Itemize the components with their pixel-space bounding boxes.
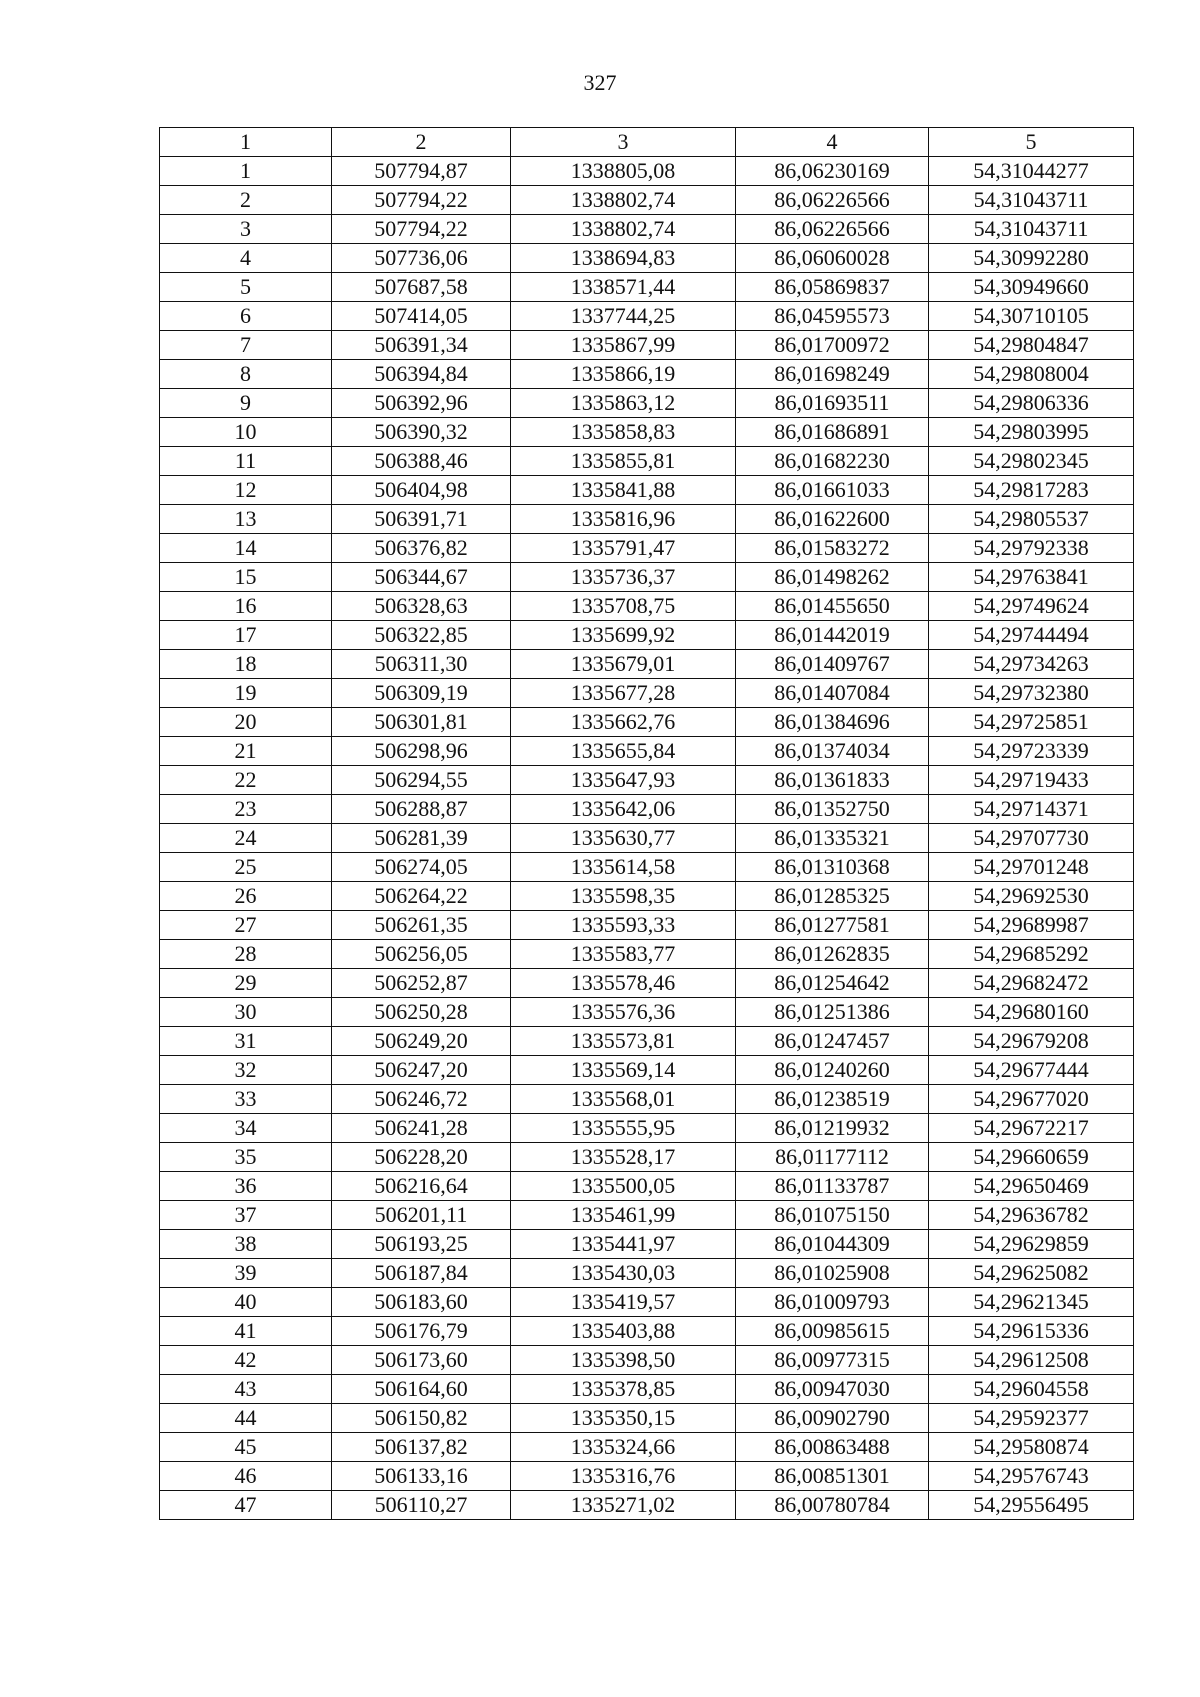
table-cell-col-5: 54,29719433 — [929, 766, 1134, 795]
table-cell-col-4: 86,01698249 — [736, 360, 929, 389]
table-cell-col-2: 506288,87 — [332, 795, 511, 824]
table-cell-col-1: 18 — [160, 650, 332, 679]
header-cell-col-1: 1 — [160, 128, 332, 157]
table-cell-col-2: 506110,27 — [332, 1491, 511, 1520]
header-cell-col-2: 2 — [332, 128, 511, 157]
table-cell-col-2: 506176,79 — [332, 1317, 511, 1346]
table-row — [160, 650, 1134, 679]
table-cell-col-3: 1335271,02 — [511, 1491, 736, 1520]
table-cell-col-2: 506311,30 — [332, 650, 511, 679]
table-row — [160, 766, 1134, 795]
table-row — [160, 1317, 1134, 1346]
table-cell-col-1: 20 — [160, 708, 332, 737]
table-cell-col-4: 86,01661033 — [736, 476, 929, 505]
table-cell-col-5: 54,29804847 — [929, 331, 1134, 360]
table-cell-col-1: 16 — [160, 592, 332, 621]
table-cell-col-1: 46 — [160, 1462, 332, 1491]
table-cell-col-2: 506344,67 — [332, 563, 511, 592]
table-cell-col-2: 506256,05 — [332, 940, 511, 969]
table-cell-col-3: 1335378,85 — [511, 1375, 736, 1404]
table-cell-col-2: 507794,87 — [332, 157, 511, 186]
table-cell-col-2: 506193,25 — [332, 1230, 511, 1259]
table-cell-col-4: 86,06060028 — [736, 244, 929, 273]
table-cell-col-1: 37 — [160, 1201, 332, 1230]
table-cell-col-2: 506390,32 — [332, 418, 511, 447]
table-cell-col-2: 506301,81 — [332, 708, 511, 737]
table-row — [160, 563, 1134, 592]
table-cell-col-1: 1 — [160, 157, 332, 186]
table-cell-col-4: 86,01682230 — [736, 447, 929, 476]
table-cell-col-1: 26 — [160, 882, 332, 911]
table-cell-col-4: 86,01177112 — [736, 1143, 929, 1172]
table-cell-col-2: 506247,20 — [332, 1056, 511, 1085]
table-cell-col-2: 506250,28 — [332, 998, 511, 1027]
table-cell-col-4: 86,05869837 — [736, 273, 929, 302]
table-cell-col-3: 1335573,81 — [511, 1027, 736, 1056]
table-cell-col-1: 17 — [160, 621, 332, 650]
table-cell-col-4: 86,00851301 — [736, 1462, 929, 1491]
table-cell-col-5: 54,29734263 — [929, 650, 1134, 679]
table-row — [160, 911, 1134, 940]
table-cell-col-3: 1335316,76 — [511, 1462, 736, 1491]
table-cell-col-1: 33 — [160, 1085, 332, 1114]
table-cell-col-5: 54,30992280 — [929, 244, 1134, 273]
table-cell-col-4: 86,01009793 — [736, 1288, 929, 1317]
table-cell-col-2: 507736,06 — [332, 244, 511, 273]
table-cell-col-3: 1335791,47 — [511, 534, 736, 563]
table-cell-col-3: 1335863,12 — [511, 389, 736, 418]
table-cell-col-5: 54,29808004 — [929, 360, 1134, 389]
table-cell-col-1: 8 — [160, 360, 332, 389]
table-cell-col-2: 506216,64 — [332, 1172, 511, 1201]
table-cell-col-2: 507794,22 — [332, 186, 511, 215]
table-row — [160, 969, 1134, 998]
table-row — [160, 1172, 1134, 1201]
table-cell-col-3: 1335403,88 — [511, 1317, 736, 1346]
coordinates-table — [159, 127, 1134, 1520]
table-cell-col-4: 86,01700972 — [736, 331, 929, 360]
table-cell-col-4: 86,01686891 — [736, 418, 929, 447]
table-cell-col-3: 1335614,58 — [511, 853, 736, 882]
table-row — [160, 708, 1134, 737]
table-cell-col-4: 86,01238519 — [736, 1085, 929, 1114]
table-cell-col-4: 86,01622600 — [736, 505, 929, 534]
table-cell-col-5: 54,29707730 — [929, 824, 1134, 853]
table-cell-col-3: 1335593,33 — [511, 911, 736, 940]
table-row — [160, 505, 1134, 534]
table-row — [160, 1375, 1134, 1404]
table-cell-col-2: 506201,11 — [332, 1201, 511, 1230]
table-row — [160, 824, 1134, 853]
table-cell-col-3: 1335398,50 — [511, 1346, 736, 1375]
table-row — [160, 534, 1134, 563]
table-cell-col-2: 506241,28 — [332, 1114, 511, 1143]
table-row — [160, 360, 1134, 389]
table-row — [160, 1259, 1134, 1288]
table-row — [160, 331, 1134, 360]
table-cell-col-4: 86,01361833 — [736, 766, 929, 795]
table-row — [160, 476, 1134, 505]
table-cell-col-5: 54,29680160 — [929, 998, 1134, 1027]
table-cell-col-1: 40 — [160, 1288, 332, 1317]
table-row — [160, 215, 1134, 244]
table-row — [160, 737, 1134, 766]
table-cell-col-5: 54,30949660 — [929, 273, 1134, 302]
table-cell-col-1: 47 — [160, 1491, 332, 1520]
table-cell-col-3: 1337744,25 — [511, 302, 736, 331]
table-cell-col-3: 1335662,76 — [511, 708, 736, 737]
table-cell-col-1: 27 — [160, 911, 332, 940]
table-cell-col-4: 86,00977315 — [736, 1346, 929, 1375]
table-cell-col-5: 54,29615336 — [929, 1317, 1134, 1346]
table-cell-col-5: 54,29802345 — [929, 447, 1134, 476]
table-row — [160, 679, 1134, 708]
table-cell-col-2: 506150,82 — [332, 1404, 511, 1433]
table-cell-col-5: 54,29763841 — [929, 563, 1134, 592]
table-cell-col-1: 7 — [160, 331, 332, 360]
table-body — [160, 157, 1134, 1520]
table-row — [160, 940, 1134, 969]
table-cell-col-2: 507687,58 — [332, 273, 511, 302]
table-cell-col-5: 54,29692530 — [929, 882, 1134, 911]
table-cell-col-5: 54,29592377 — [929, 1404, 1134, 1433]
table-row — [160, 1230, 1134, 1259]
table-row — [160, 592, 1134, 621]
table-cell-col-4: 86,06226566 — [736, 186, 929, 215]
table-cell-col-1: 5 — [160, 273, 332, 302]
table-cell-col-4: 86,01455650 — [736, 592, 929, 621]
table-cell-col-2: 506133,16 — [332, 1462, 511, 1491]
table-row — [160, 795, 1134, 824]
table-cell-col-1: 21 — [160, 737, 332, 766]
table-row — [160, 1027, 1134, 1056]
table-cell-col-2: 506394,84 — [332, 360, 511, 389]
table-cell-col-5: 54,29629859 — [929, 1230, 1134, 1259]
table-row — [160, 1114, 1134, 1143]
table-cell-col-3: 1335699,92 — [511, 621, 736, 650]
table-cell-col-5: 54,30710105 — [929, 302, 1134, 331]
table-cell-col-2: 506376,82 — [332, 534, 511, 563]
table-cell-col-3: 1335350,15 — [511, 1404, 736, 1433]
table-cell-col-5: 54,29685292 — [929, 940, 1134, 969]
table-cell-col-3: 1335430,03 — [511, 1259, 736, 1288]
table-cell-col-5: 54,29749624 — [929, 592, 1134, 621]
table-cell-col-1: 43 — [160, 1375, 332, 1404]
table-cell-col-5: 54,29612508 — [929, 1346, 1134, 1375]
table-cell-col-1: 35 — [160, 1143, 332, 1172]
table-row — [160, 853, 1134, 882]
table-cell-col-2: 506246,72 — [332, 1085, 511, 1114]
table-cell-col-2: 506391,71 — [332, 505, 511, 534]
table-cell-col-3: 1335858,83 — [511, 418, 736, 447]
table-cell-col-4: 86,04595573 — [736, 302, 929, 331]
table-cell-col-5: 54,29660659 — [929, 1143, 1134, 1172]
table-cell-col-4: 86,01285325 — [736, 882, 929, 911]
table-cell-col-1: 9 — [160, 389, 332, 418]
table-cell-col-1: 19 — [160, 679, 332, 708]
table-cell-col-3: 1335841,88 — [511, 476, 736, 505]
table-cell-col-1: 6 — [160, 302, 332, 331]
table-cell-col-5: 54,29723339 — [929, 737, 1134, 766]
table-cell-col-5: 54,29636782 — [929, 1201, 1134, 1230]
table-cell-col-1: 13 — [160, 505, 332, 534]
table-row — [160, 1085, 1134, 1114]
table-row — [160, 1056, 1134, 1085]
table-cell-col-3: 1335461,99 — [511, 1201, 736, 1230]
table-cell-col-3: 1335569,14 — [511, 1056, 736, 1085]
table-cell-col-4: 86,01240260 — [736, 1056, 929, 1085]
table-cell-col-2: 507794,22 — [332, 215, 511, 244]
table-cell-col-2: 506137,82 — [332, 1433, 511, 1462]
table-cell-col-4: 86,01407084 — [736, 679, 929, 708]
table-cell-col-1: 41 — [160, 1317, 332, 1346]
table-cell-col-2: 506388,46 — [332, 447, 511, 476]
table-cell-col-5: 54,29576743 — [929, 1462, 1134, 1491]
table-cell-col-3: 1338805,08 — [511, 157, 736, 186]
table-cell-col-1: 45 — [160, 1433, 332, 1462]
table-cell-col-3: 1335528,17 — [511, 1143, 736, 1172]
table-cell-col-1: 44 — [160, 1404, 332, 1433]
table-cell-col-2: 506391,34 — [332, 331, 511, 360]
table-cell-col-4: 86,01409767 — [736, 650, 929, 679]
table-cell-col-5: 54,29677444 — [929, 1056, 1134, 1085]
table-row — [160, 882, 1134, 911]
table-cell-col-1: 2 — [160, 186, 332, 215]
table-cell-col-4: 86,01251386 — [736, 998, 929, 1027]
table-cell-col-2: 506249,20 — [332, 1027, 511, 1056]
table-cell-col-3: 1335867,99 — [511, 331, 736, 360]
table-cell-col-5: 54,31044277 — [929, 157, 1134, 186]
table-header — [160, 128, 1134, 157]
table-cell-col-5: 54,29817283 — [929, 476, 1134, 505]
table-cell-col-4: 86,00863488 — [736, 1433, 929, 1462]
table-cell-col-1: 12 — [160, 476, 332, 505]
table-cell-col-4: 86,01352750 — [736, 795, 929, 824]
table-cell-col-1: 32 — [160, 1056, 332, 1085]
table-cell-col-1: 15 — [160, 563, 332, 592]
table-cell-col-1: 28 — [160, 940, 332, 969]
table-row — [160, 1491, 1134, 1520]
table-cell-col-4: 86,01693511 — [736, 389, 929, 418]
table-cell-col-1: 25 — [160, 853, 332, 882]
table-cell-col-2: 506261,35 — [332, 911, 511, 940]
table-cell-col-3: 1335866,19 — [511, 360, 736, 389]
table-cell-col-2: 506322,85 — [332, 621, 511, 650]
table-cell-col-5: 54,31043711 — [929, 186, 1134, 215]
table-row — [160, 1201, 1134, 1230]
table-cell-col-5: 54,29677020 — [929, 1085, 1134, 1114]
table-cell-col-4: 86,06230169 — [736, 157, 929, 186]
table-cell-col-3: 1335568,01 — [511, 1085, 736, 1114]
table-cell-col-2: 506183,60 — [332, 1288, 511, 1317]
table-cell-col-4: 86,01262835 — [736, 940, 929, 969]
table-cell-col-4: 86,01254642 — [736, 969, 929, 998]
table-cell-col-1: 4 — [160, 244, 332, 273]
table-cell-col-3: 1335736,37 — [511, 563, 736, 592]
table-cell-col-2: 506274,05 — [332, 853, 511, 882]
table-row — [160, 186, 1134, 215]
table-cell-col-4: 86,01025908 — [736, 1259, 929, 1288]
table-cell-col-4: 86,01277581 — [736, 911, 929, 940]
table-cell-col-3: 1335655,84 — [511, 737, 736, 766]
table-row — [160, 302, 1134, 331]
table-cell-col-3: 1335630,77 — [511, 824, 736, 853]
table-cell-col-4: 86,06226566 — [736, 215, 929, 244]
table-cell-col-5: 54,29805537 — [929, 505, 1134, 534]
table-cell-col-4: 86,01310368 — [736, 853, 929, 882]
table-cell-col-1: 23 — [160, 795, 332, 824]
header-cell-col-4: 4 — [736, 128, 929, 157]
table-cell-col-5: 54,29679208 — [929, 1027, 1134, 1056]
table-cell-col-2: 506404,98 — [332, 476, 511, 505]
table-cell-col-3: 1335578,46 — [511, 969, 736, 998]
table-cell-col-5: 54,29792338 — [929, 534, 1134, 563]
table-cell-col-1: 24 — [160, 824, 332, 853]
table-cell-col-3: 1338694,83 — [511, 244, 736, 273]
table-cell-col-4: 86,01133787 — [736, 1172, 929, 1201]
table-cell-col-5: 54,29621345 — [929, 1288, 1134, 1317]
table-cell-col-2: 506298,96 — [332, 737, 511, 766]
table-cell-col-4: 86,01247457 — [736, 1027, 929, 1056]
table-cell-col-5: 54,29625082 — [929, 1259, 1134, 1288]
table-cell-col-3: 1335419,57 — [511, 1288, 736, 1317]
header-cell-col-3: 3 — [511, 128, 736, 157]
table-cell-col-5: 54,29803995 — [929, 418, 1134, 447]
table-cell-col-5: 54,29806336 — [929, 389, 1134, 418]
table-cell-col-1: 42 — [160, 1346, 332, 1375]
table-row — [160, 1346, 1134, 1375]
table-cell-col-4: 86,01044309 — [736, 1230, 929, 1259]
table-cell-col-2: 506187,84 — [332, 1259, 511, 1288]
table-cell-col-2: 506173,60 — [332, 1346, 511, 1375]
table-cell-col-5: 54,29682472 — [929, 969, 1134, 998]
table-cell-col-1: 10 — [160, 418, 332, 447]
table-row — [160, 273, 1134, 302]
table-row — [160, 418, 1134, 447]
table-cell-col-3: 1335855,81 — [511, 447, 736, 476]
table-cell-col-1: 34 — [160, 1114, 332, 1143]
table-row — [160, 447, 1134, 476]
table-cell-col-1: 36 — [160, 1172, 332, 1201]
table-cell-col-3: 1338571,44 — [511, 273, 736, 302]
table-cell-col-3: 1338802,74 — [511, 215, 736, 244]
table-cell-col-4: 86,01442019 — [736, 621, 929, 650]
table-cell-col-3: 1335708,75 — [511, 592, 736, 621]
table-cell-col-5: 54,31043711 — [929, 215, 1134, 244]
table-cell-col-3: 1335642,06 — [511, 795, 736, 824]
table-cell-col-4: 86,01374034 — [736, 737, 929, 766]
table-row — [160, 389, 1134, 418]
table-row — [160, 1404, 1134, 1433]
table-cell-col-4: 86,01583272 — [736, 534, 929, 563]
table-cell-col-2: 506281,39 — [332, 824, 511, 853]
table-cell-col-3: 1335679,01 — [511, 650, 736, 679]
table-cell-col-3: 1335647,93 — [511, 766, 736, 795]
table-row — [160, 157, 1134, 186]
header-cell-col-5: 5 — [929, 128, 1134, 157]
table-cell-col-5: 54,29556495 — [929, 1491, 1134, 1520]
table-cell-col-5: 54,29744494 — [929, 621, 1134, 650]
table-cell-col-2: 506264,22 — [332, 882, 511, 911]
table-cell-col-5: 54,29650469 — [929, 1172, 1134, 1201]
table-cell-col-1: 39 — [160, 1259, 332, 1288]
table-cell-col-5: 54,29725851 — [929, 708, 1134, 737]
table-cell-col-4: 86,01384696 — [736, 708, 929, 737]
table-cell-col-4: 86,01335321 — [736, 824, 929, 853]
table-row — [160, 1143, 1134, 1172]
table-cell-col-4: 86,00780784 — [736, 1491, 929, 1520]
table-cell-col-5: 54,29672217 — [929, 1114, 1134, 1143]
table-row — [160, 1462, 1134, 1491]
table-cell-col-2: 506328,63 — [332, 592, 511, 621]
table-row — [160, 1433, 1134, 1462]
table-cell-col-1: 31 — [160, 1027, 332, 1056]
table-cell-col-4: 86,01219932 — [736, 1114, 929, 1143]
page-number: 327 — [583, 70, 617, 95]
table-cell-col-3: 1335576,36 — [511, 998, 736, 1027]
table-cell-col-2: 506228,20 — [332, 1143, 511, 1172]
table-cell-col-2: 506294,55 — [332, 766, 511, 795]
table-cell-col-4: 86,01075150 — [736, 1201, 929, 1230]
table-cell-col-2: 506252,87 — [332, 969, 511, 998]
table-cell-col-1: 22 — [160, 766, 332, 795]
table-cell-col-4: 86,00902790 — [736, 1404, 929, 1433]
table-cell-col-3: 1335500,05 — [511, 1172, 736, 1201]
table-row — [160, 998, 1134, 1027]
table-cell-col-3: 1335583,77 — [511, 940, 736, 969]
table-cell-col-5: 54,29732380 — [929, 679, 1134, 708]
table-cell-col-3: 1335555,95 — [511, 1114, 736, 1143]
table-cell-col-5: 54,29714371 — [929, 795, 1134, 824]
table-cell-col-2: 506164,60 — [332, 1375, 511, 1404]
table-cell-col-3: 1338802,74 — [511, 186, 736, 215]
table-cell-col-2: 507414,05 — [332, 302, 511, 331]
table-cell-col-1: 38 — [160, 1230, 332, 1259]
table-cell-col-4: 86,00947030 — [736, 1375, 929, 1404]
table-row — [160, 244, 1134, 273]
table-cell-col-2: 506309,19 — [332, 679, 511, 708]
table-cell-col-2: 506392,96 — [332, 389, 511, 418]
table-row — [160, 1288, 1134, 1317]
table-cell-col-4: 86,00985615 — [736, 1317, 929, 1346]
table-cell-col-5: 54,29689987 — [929, 911, 1134, 940]
table-cell-col-5: 54,29604558 — [929, 1375, 1134, 1404]
table-cell-col-1: 30 — [160, 998, 332, 1027]
table-cell-col-1: 29 — [160, 969, 332, 998]
table-cell-col-4: 86,01498262 — [736, 563, 929, 592]
table-cell-col-1: 14 — [160, 534, 332, 563]
table-cell-col-5: 54,29580874 — [929, 1433, 1134, 1462]
table-cell-col-5: 54,29701248 — [929, 853, 1134, 882]
table-cell-col-3: 1335324,66 — [511, 1433, 736, 1462]
table-cell-col-3: 1335816,96 — [511, 505, 736, 534]
table-cell-col-3: 1335441,97 — [511, 1230, 736, 1259]
table-row — [160, 621, 1134, 650]
header-row — [160, 128, 1134, 157]
table-cell-col-1: 3 — [160, 215, 332, 244]
table-cell-col-3: 1335598,35 — [511, 882, 736, 911]
table-cell-col-1: 11 — [160, 447, 332, 476]
table-cell-col-3: 1335677,28 — [511, 679, 736, 708]
